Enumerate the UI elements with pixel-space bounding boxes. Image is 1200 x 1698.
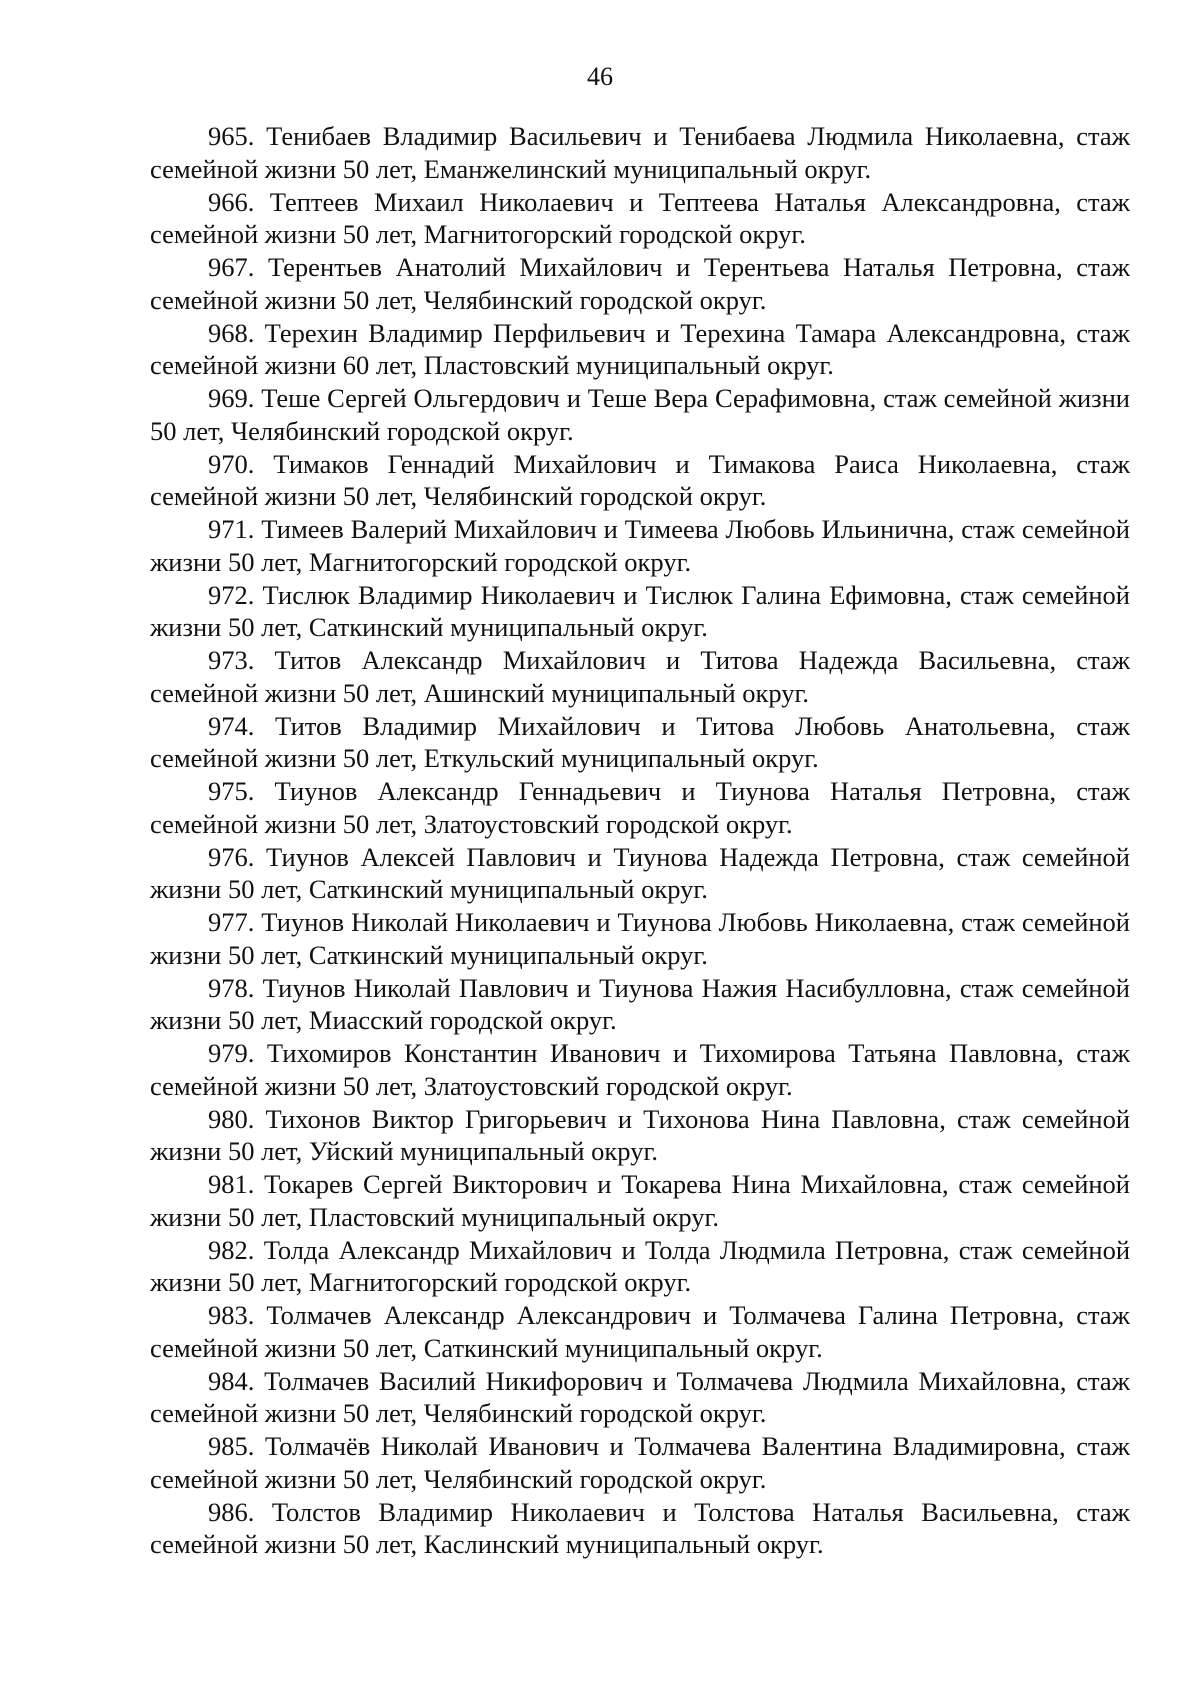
list-item: 968. Терехин Владимир Перфильевич и Терехина Тамара Александровна, стаж семейной жизни 60 лет, Пластовский муниципальный округ.	[150, 317, 1130, 380]
list-item: 985. Толмачёв Николай Иванович и Толмачева Валентина Владимировна, стаж семейной жизни 50 лет, Челябинский городской округ.	[150, 1431, 1130, 1494]
list-item: 980. Тихонов Виктор Григорьевич и Тихонова Нина Павловна, стаж семейной жизни 50 лет, Уйский муниципальный округ.	[150, 1103, 1130, 1166]
list-item: 966. Тептеев Михаил Николаевич и Тептеева Наталья Александровна, стаж семейной жизни 50 лет, Магнитогорский городской округ.	[150, 186, 1130, 249]
page-number: 46	[587, 62, 613, 91]
list-item: 972. Тислюк Владимир Николаевич и Тислюк Галина Ефимовна, стаж семейной жизни 50 лет, Саткинский муниципальный округ.	[150, 579, 1130, 642]
list-item: 979. Тихомиров Константин Иванович и Тихомирова Татьяна Павловна, стаж семейной жизни 50 лет, Златоустовский городской округ.	[150, 1038, 1130, 1101]
list-item: 978. Тиунов Николай Павлович и Тиунова Нажия Насибулловна, стаж семейной жизни 50 лет, Миасский городской округ.	[150, 972, 1130, 1035]
list-item: 973. Титов Александр Михайлович и Титова Надежда Васильевна, стаж семейной жизни 50 лет, Ашинский муниципальный округ.	[150, 645, 1130, 708]
list-item: 965. Тенибаев Владимир Васильевич и Тенибаева Людмила Николаевна, стаж семейной жизни 50 лет, Еманжелинский муниципальный округ.	[150, 121, 1130, 184]
entry-list	[150, 120, 1130, 1561]
list-item: 976. Тиунов Алексей Павлович и Тиунова Надежда Петровна, стаж семейной жизни 50 лет, Саткинский муниципальный округ.	[150, 841, 1130, 904]
list-item: 974. Титов Владимир Михайлович и Титова Любовь Анатольевна, стаж семейной жизни 50 лет, Еткульский муниципальный округ.	[150, 710, 1130, 773]
list-item: 970. Тимаков Геннадий Михайлович и Тимакова Раиса Николаевна, стаж семейной жизни 50 лет, Челябинский городской округ.	[150, 448, 1130, 511]
list-item: 971. Тимеев Валерий Михайлович и Тимеева Любовь Ильинична, стаж семейной жизни 50 лет, Магнитогорский городской округ.	[150, 514, 1130, 577]
list-item: 969. Теше Сергей Ольгердович и Теше Вера Серафимовна, стаж семейной жизни 50 лет, Челябинский городской округ.	[150, 383, 1130, 446]
list-item: 986. Толстов Владимир Николаевич и Толстова Наталья Васильевна, стаж семейной жизни 50 лет, Каслинский муниципальный округ.	[150, 1496, 1130, 1559]
list-item: 977. Тиунов Николай Николаевич и Тиунова Любовь Николаевна, стаж семейной жизни 50 лет, Саткинский муниципальный округ.	[150, 907, 1130, 970]
list-item: 981. Токарев Сергей Викторович и Токарева Нина Михайловна, стаж семейной жизни 50 лет, Пластовский муниципальный округ.	[150, 1169, 1130, 1232]
list-item: 983. Толмачев Александр Александрович и Толмачева Галина Петровна, стаж семейной жизни 50 лет, Саткинский муниципальный округ.	[150, 1300, 1130, 1363]
list-item: 982. Толда Александр Михайлович и Толда Людмила Петровна, стаж семейной жизни 50 лет, Магнитогорский городской округ.	[150, 1234, 1130, 1297]
list-item: 984. Толмачев Василий Никифорович и Толмачева Людмила Михайловна, стаж семейной жизни 50 лет, Челябинский городской округ.	[150, 1365, 1130, 1428]
list-item: 975. Тиунов Александр Геннадьевич и Тиунова Наталья Петровна, стаж семейной жизни 50 лет, Златоустовский городской округ.	[150, 776, 1130, 839]
list-item: 967. Терентьев Анатолий Михайлович и Терентьева Наталья Петровна, стаж семейной жизни 50 лет, Челябинский городской округ.	[150, 252, 1130, 315]
